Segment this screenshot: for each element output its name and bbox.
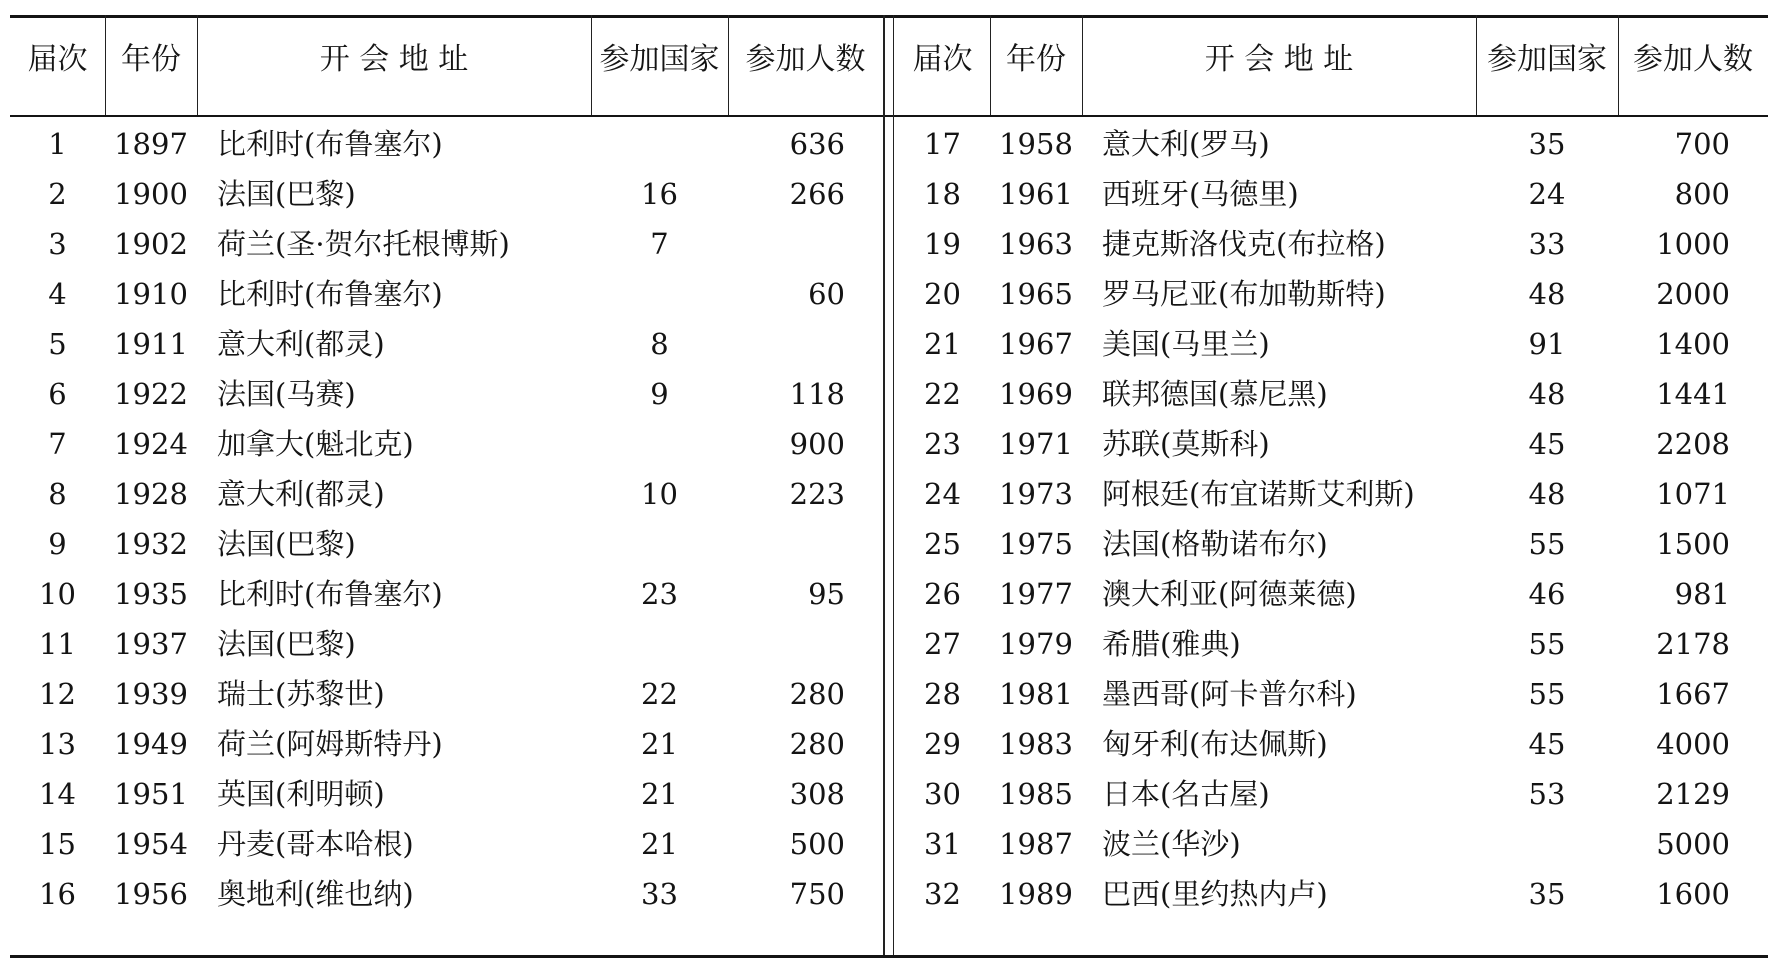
cell-location: 丹麦(哥本哈根) xyxy=(217,827,414,861)
cell-location: 澳大利亚(阿德莱德) xyxy=(1102,577,1357,611)
cell-countries: 46 xyxy=(1528,577,1566,611)
cell-countries: 53 xyxy=(1528,777,1566,811)
cell-countries xyxy=(591,619,728,669)
cell-location: 法国(巴黎) xyxy=(217,627,356,661)
cell-participants: 223 xyxy=(789,477,845,511)
cell-participants: 1600 xyxy=(1656,877,1730,911)
cell-countries: 21 xyxy=(641,827,678,861)
cell-participants: 900 xyxy=(789,427,845,461)
cell-countries: 8 xyxy=(650,327,669,361)
cell-participants: 60 xyxy=(808,277,845,311)
header-rule xyxy=(10,115,1768,117)
cell-session: 2 xyxy=(48,177,67,211)
cell-participants: 280 xyxy=(789,727,845,761)
header-location-left: 开 会 地 址 xyxy=(319,42,469,77)
cell-year: 1969 xyxy=(999,377,1073,411)
cell-year: 1965 xyxy=(999,277,1073,311)
cell-location: 西班牙(马德里) xyxy=(1102,177,1299,211)
cell-location: 捷克斯洛伐克(布拉格) xyxy=(1102,227,1386,261)
cell-year: 1985 xyxy=(999,777,1073,811)
cell-countries xyxy=(591,419,728,469)
cell-session: 28 xyxy=(924,677,961,711)
cell-participants: 280 xyxy=(789,677,845,711)
cell-location: 法国(格勒诺布尔) xyxy=(1102,527,1328,561)
cell-location: 比利时(布鲁塞尔) xyxy=(217,577,443,611)
cell-participants: 700 xyxy=(1674,127,1730,161)
cell-session: 16 xyxy=(39,877,76,911)
cell-participants: 308 xyxy=(789,777,845,811)
cell-location: 瑞士(苏黎世) xyxy=(217,677,385,711)
cell-countries: 48 xyxy=(1528,377,1566,411)
cell-participants xyxy=(728,519,845,569)
cell-location: 波兰(华沙) xyxy=(1102,827,1241,861)
header-year-left: 年份 xyxy=(121,42,181,77)
cell-location: 阿根廷(布宜诺斯艾利斯) xyxy=(1102,477,1415,511)
header-countries-right: 参加国家 xyxy=(1487,42,1607,77)
cell-session: 10 xyxy=(39,577,76,611)
cell-location: 联邦德国(慕尼黑) xyxy=(1102,377,1328,411)
cell-location: 比利时(布鲁塞尔) xyxy=(217,277,443,311)
cell-location: 希腊(雅典) xyxy=(1102,627,1241,661)
cell-countries: 55 xyxy=(1528,627,1566,661)
cell-location: 苏联(莫斯科) xyxy=(1102,427,1270,461)
cell-participants: 750 xyxy=(789,877,845,911)
cell-year: 1983 xyxy=(999,727,1073,761)
cell-session: 5 xyxy=(48,327,67,361)
header-participants-left: 参加人数 xyxy=(745,42,866,77)
cell-countries: 24 xyxy=(1528,177,1566,211)
cell-participants: 1000 xyxy=(1656,227,1730,261)
header-year-right: 年份 xyxy=(1006,42,1066,77)
cell-participants: 500 xyxy=(789,827,845,861)
cell-countries: 10 xyxy=(641,477,678,511)
cell-participants: 4000 xyxy=(1656,727,1730,761)
cell-participants: 1071 xyxy=(1656,477,1730,511)
cell-participants: 2208 xyxy=(1656,427,1730,461)
cell-countries: 48 xyxy=(1528,477,1566,511)
cell-participants xyxy=(728,619,845,669)
cell-session: 7 xyxy=(48,427,67,461)
cell-participants: 266 xyxy=(789,177,845,211)
cell-session: 29 xyxy=(924,727,961,761)
cell-participants: 1441 xyxy=(1656,377,1730,411)
header-session-left: 届次 xyxy=(27,42,88,77)
cell-session: 20 xyxy=(924,277,961,311)
cell-year: 1954 xyxy=(114,827,188,861)
cell-countries: 22 xyxy=(641,677,678,711)
cell-year: 1900 xyxy=(114,177,188,211)
cell-countries: 35 xyxy=(1528,877,1566,911)
cell-year: 1911 xyxy=(114,327,188,361)
cell-location: 荷兰(圣·贺尔托根博斯) xyxy=(217,227,510,261)
cell-year: 1937 xyxy=(114,627,188,661)
cell-location: 法国(巴黎) xyxy=(217,527,356,561)
cell-location: 奥地利(维也纳) xyxy=(217,877,414,911)
cell-year: 1963 xyxy=(999,227,1073,261)
header-location-right: 开 会 地 址 xyxy=(1204,42,1354,77)
cell-session: 9 xyxy=(48,527,67,561)
cell-year: 1977 xyxy=(999,577,1073,611)
cell-session: 15 xyxy=(39,827,76,861)
cell-countries: 35 xyxy=(1528,127,1566,161)
cell-year: 1967 xyxy=(999,327,1073,361)
cell-participants: 5000 xyxy=(1656,827,1730,861)
cell-session: 4 xyxy=(48,277,67,311)
cell-countries: 55 xyxy=(1528,527,1566,561)
cell-year: 1910 xyxy=(114,277,188,311)
header-session-right: 届次 xyxy=(912,42,973,77)
cell-countries: 21 xyxy=(641,777,678,811)
cell-location: 加拿大(魁北克) xyxy=(217,427,414,461)
cell-year: 1924 xyxy=(114,427,188,461)
cell-session: 26 xyxy=(924,577,961,611)
cell-participants: 1400 xyxy=(1656,327,1730,361)
cell-location: 英国(利明顿) xyxy=(217,777,385,811)
cell-session: 12 xyxy=(39,677,76,711)
cell-participants: 2129 xyxy=(1656,777,1730,811)
cell-session: 31 xyxy=(924,827,961,861)
cell-location: 巴西(里约热内卢) xyxy=(1102,877,1328,911)
cell-location: 荷兰(阿姆斯特丹) xyxy=(217,727,443,761)
cell-year: 1958 xyxy=(999,127,1073,161)
cell-countries: 55 xyxy=(1528,677,1566,711)
cell-session: 3 xyxy=(48,227,67,261)
cell-countries xyxy=(1476,819,1618,869)
cell-year: 1932 xyxy=(114,527,188,561)
cell-year: 1935 xyxy=(114,577,188,611)
cell-year: 1902 xyxy=(114,227,188,261)
cell-participants: 2000 xyxy=(1656,277,1730,311)
cell-countries: 48 xyxy=(1528,277,1566,311)
top-rule xyxy=(10,15,1768,18)
cell-year: 1961 xyxy=(999,177,1073,211)
cell-countries xyxy=(591,119,728,169)
cell-location: 意大利(都灵) xyxy=(217,327,385,361)
cell-session: 32 xyxy=(924,877,961,911)
cell-location: 法国(巴黎) xyxy=(217,177,356,211)
cell-year: 1928 xyxy=(114,477,188,511)
cell-location: 罗马尼亚(布加勒斯特) xyxy=(1102,277,1386,311)
cell-year: 1979 xyxy=(999,627,1073,661)
cell-participants xyxy=(728,219,845,269)
cell-countries xyxy=(591,519,728,569)
cell-year: 1989 xyxy=(999,877,1073,911)
cell-location: 意大利(都灵) xyxy=(217,477,385,511)
cell-session: 24 xyxy=(924,477,961,511)
cell-year: 1949 xyxy=(114,727,188,761)
cell-session: 1 xyxy=(48,127,67,161)
cell-year: 1897 xyxy=(114,127,188,161)
cell-location: 意大利(罗马) xyxy=(1102,127,1270,161)
cell-session: 8 xyxy=(48,477,67,511)
cell-session: 14 xyxy=(39,777,76,811)
cell-location: 比利时(布鲁塞尔) xyxy=(217,127,443,161)
cell-location: 日本(名古屋) xyxy=(1102,777,1270,811)
cell-countries: 7 xyxy=(650,227,669,261)
cell-year: 1981 xyxy=(999,677,1073,711)
cell-countries: 9 xyxy=(650,377,669,411)
cell-participants: 1500 xyxy=(1656,527,1730,561)
cell-session: 6 xyxy=(48,377,67,411)
cell-countries: 91 xyxy=(1528,327,1566,361)
cell-year: 1973 xyxy=(999,477,1073,511)
cell-participants xyxy=(728,319,845,369)
cell-location: 美国(马里兰) xyxy=(1102,327,1270,361)
cell-participants: 1667 xyxy=(1656,677,1730,711)
cell-participants: 981 xyxy=(1674,577,1730,611)
cell-session: 17 xyxy=(924,127,961,161)
half-divider xyxy=(883,15,885,955)
cell-participants: 2178 xyxy=(1656,627,1730,661)
cell-year: 1987 xyxy=(999,827,1073,861)
half-divider xyxy=(893,15,894,955)
cell-year: 1975 xyxy=(999,527,1073,561)
cell-session: 22 xyxy=(924,377,961,411)
header-participants-right: 参加人数 xyxy=(1633,42,1753,77)
cell-session: 11 xyxy=(39,627,76,661)
cell-participants: 118 xyxy=(789,377,845,411)
cell-participants: 800 xyxy=(1674,177,1730,211)
cell-year: 1951 xyxy=(114,777,188,811)
cell-session: 13 xyxy=(39,727,76,761)
cell-year: 1971 xyxy=(999,427,1073,461)
cell-countries xyxy=(591,269,728,319)
cell-session: 18 xyxy=(924,177,961,211)
cell-session: 23 xyxy=(924,427,961,461)
cell-countries: 45 xyxy=(1528,427,1566,461)
bottom-rule xyxy=(10,955,1768,958)
header-countries-left: 参加国家 xyxy=(599,42,720,77)
cell-location: 墨西哥(阿卡普尔科) xyxy=(1102,677,1357,711)
cell-countries: 23 xyxy=(641,577,678,611)
cell-participants: 95 xyxy=(808,577,845,611)
cell-location: 法国(马赛) xyxy=(217,377,356,411)
cell-countries: 45 xyxy=(1528,727,1566,761)
cell-location: 匈牙利(布达佩斯) xyxy=(1102,727,1328,761)
cell-countries: 21 xyxy=(641,727,678,761)
cell-session: 30 xyxy=(924,777,961,811)
cell-year: 1956 xyxy=(114,877,188,911)
cell-countries: 16 xyxy=(641,177,678,211)
cell-session: 25 xyxy=(924,527,961,561)
cell-session: 19 xyxy=(924,227,961,261)
cell-countries: 33 xyxy=(1528,227,1566,261)
cell-session: 21 xyxy=(924,327,961,361)
cell-participants: 636 xyxy=(789,127,845,161)
cell-year: 1922 xyxy=(114,377,188,411)
cell-countries: 33 xyxy=(641,877,678,911)
cell-session: 27 xyxy=(924,627,961,661)
cell-year: 1939 xyxy=(114,677,188,711)
